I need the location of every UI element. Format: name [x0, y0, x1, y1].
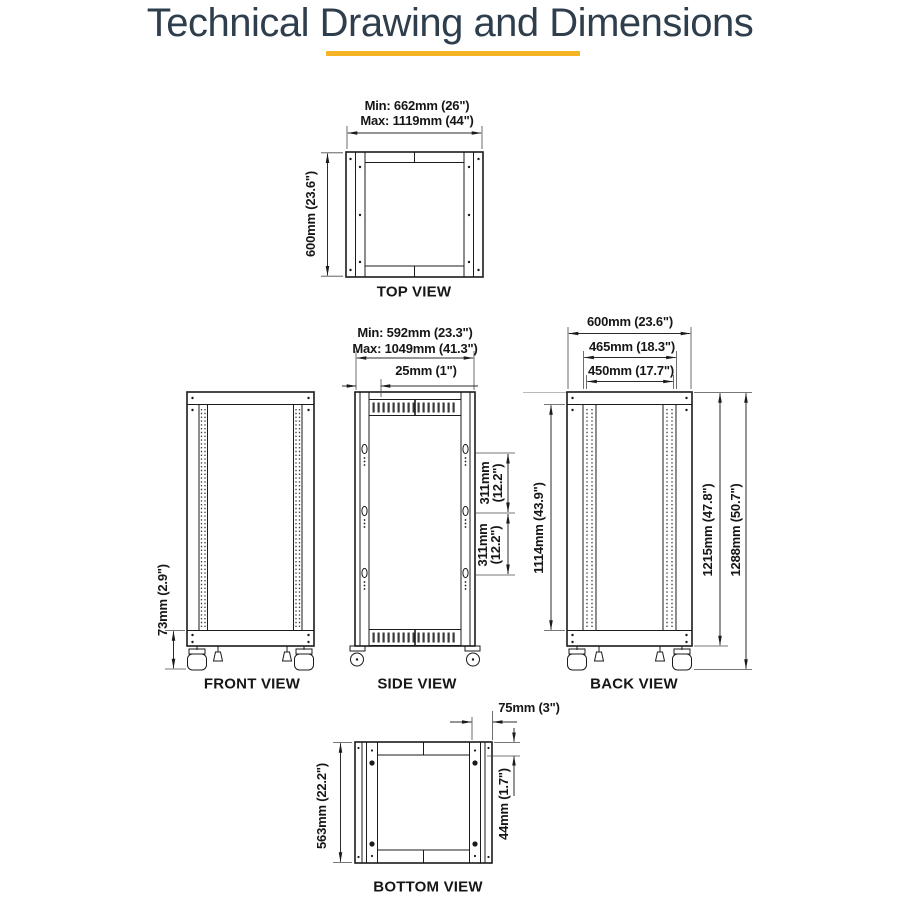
top-view-depth-dim: 600mm (23.6"): [302, 171, 318, 257]
back-view-opening-height-dim: 1114mm (43.9"): [530, 482, 546, 574]
top-view-linework: [346, 152, 483, 277]
back-view-linework: [567, 392, 692, 670]
back-view-width-outer-dim: 600mm (23.6"): [587, 313, 673, 329]
page-title: Technical Drawing and Dimensions: [146, 1, 754, 45]
side-casters: [350, 646, 480, 666]
back-view-frame-height-dim: 1215mm (47.8"): [699, 483, 715, 577]
top-view-width-min-dim: Min: 662mm (26"): [364, 97, 470, 113]
front-view-label: FRONT VIEW: [203, 675, 301, 693]
bottom-view-label: BOTTOM VIEW: [373, 878, 483, 896]
side-view-depth-max-dim: Max: 1049mm (41.3"): [352, 340, 478, 356]
top-view-dimension-lines: [321, 126, 482, 276]
back-view-total-height-dim: 1288mm (50.7"): [727, 483, 743, 577]
front-left-caster: [188, 646, 207, 670]
top-view-width-max-dim: Max: 1119mm (44"): [360, 112, 474, 128]
side-view-lower-segment-dim-mm: 311mm: [475, 523, 490, 567]
side-view-upper-segment-dim-mm: 311mm: [477, 461, 492, 505]
side-view-lower-segment-dim-in: (12.2"): [488, 525, 503, 565]
side-view-upper-segment-dim: [478, 461, 504, 504]
front-view-linework: [187, 392, 314, 670]
back-leveling-feet: [595, 646, 665, 661]
front-view-dimension-lines: [165, 631, 186, 670]
side-view-upper-segment-dim-in: (12.2"): [490, 463, 505, 503]
bottom-view-caster-inset-dim: 75mm (3"): [498, 699, 560, 715]
back-right-caster: [673, 646, 692, 670]
top-view-label: TOP VIEW: [376, 283, 452, 301]
side-view-linework: [350, 392, 480, 666]
back-view-rail-inner-dim: 450mm (17.7"): [588, 362, 674, 378]
back-left-caster: [568, 646, 587, 670]
side-view-depth-min-dim: Min: 592mm (23.3"): [357, 324, 473, 340]
side-view-lower-segment-dim: [476, 523, 502, 566]
back-view-dimension-lines: [523, 327, 752, 670]
bottom-view-linework: [355, 742, 492, 863]
back-view-rail-outer-dim: 465mm (18.3"): [589, 338, 675, 354]
side-view-rail-offset-dim: 25mm (1"): [395, 362, 457, 378]
front-view-caster-height-dim: 73mm (2.9"): [154, 564, 170, 636]
back-view-label: BACK VIEW: [590, 675, 678, 693]
bottom-view-depth-dim: 563mm (22.2"): [313, 763, 329, 849]
side-rail-slots: [362, 444, 468, 589]
front-leveling-feet: [214, 646, 292, 661]
bottom-view-caster-offset-dim: 44mm (1.7"): [495, 768, 511, 840]
front-right-caster: [295, 646, 314, 670]
side-view-label: SIDE VIEW: [377, 675, 457, 693]
